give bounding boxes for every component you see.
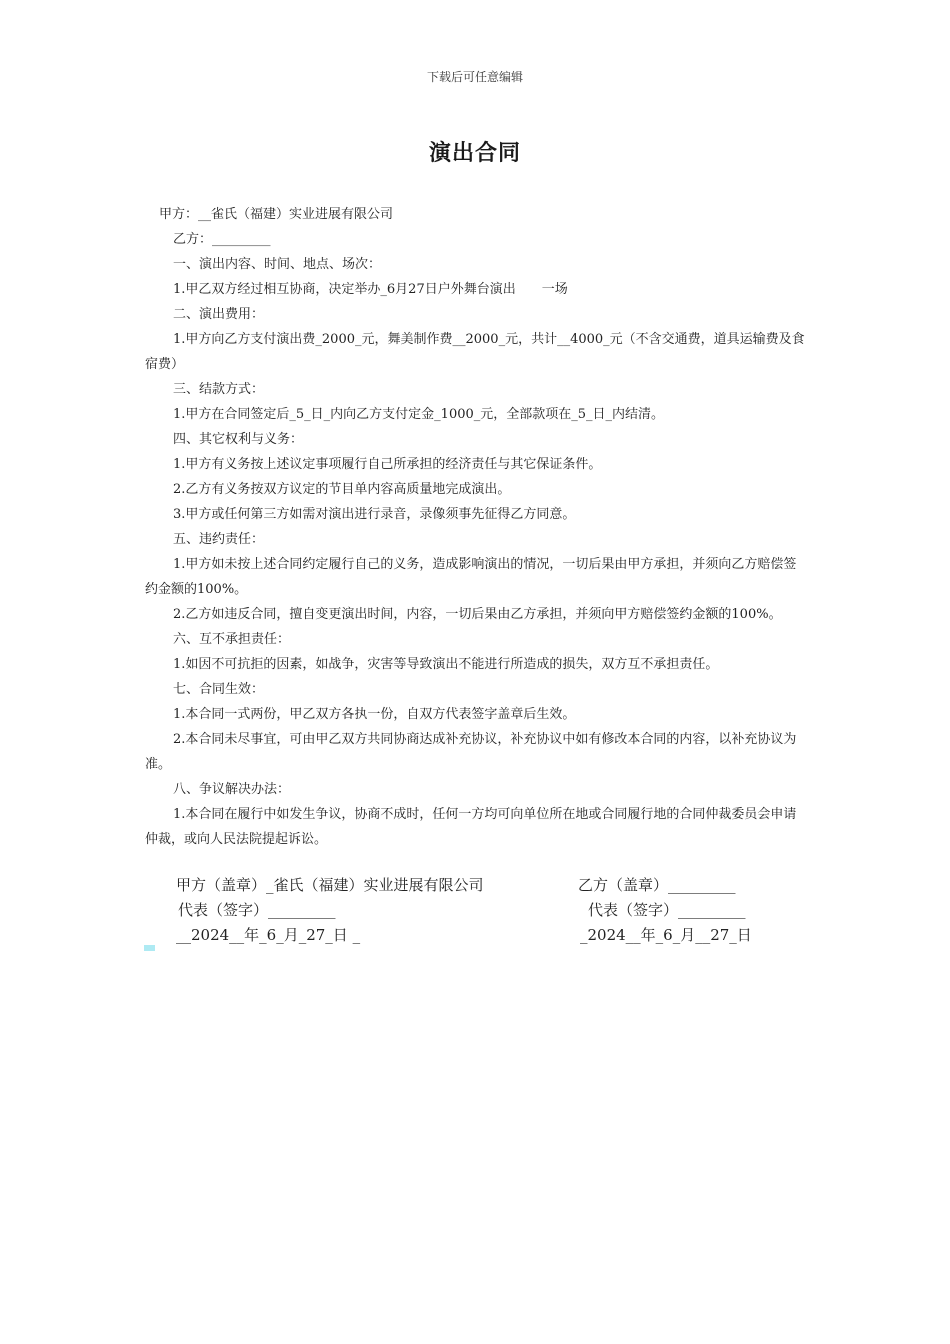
signature-date-row <box>0 924 950 949</box>
section-heading: 六、互不承担责任： <box>173 632 291 647</box>
signature-rep-row <box>0 899 950 924</box>
clause: 1.如因不可抗拒的因素，如战争，灾害等导致演出不能进行所造成的损失，双方互不承担责任。 <box>173 657 719 672</box>
contract-body <box>145 202 805 852</box>
section-heading: 三、结款方式： <box>173 382 265 397</box>
clause: 1.本合同一式两份，甲乙双方各执一份，自双方代表签字盖章后生效。 <box>173 707 576 722</box>
section-heading: 四、其它权利与义务： <box>173 432 304 447</box>
document-title: 演出合同 <box>428 140 521 166</box>
clause: 1.甲乙双方经过相互协商，决定举办_6月27日户外舞台演出 一场 <box>173 282 568 297</box>
section-heading: 七、合同生效： <box>173 682 265 697</box>
clause: 2.乙方如违反合同，擅自变更演出时间，内容，一切后果由乙方承担，并须向甲方赔偿签约金额的100%。 <box>173 607 782 622</box>
section-heading: 八、争议解决办法： <box>173 782 291 797</box>
section-heading: 一、演出内容、时间、地点、场次： <box>173 257 382 272</box>
clause: 1.甲方如未按上述合同约定履行自己的义务，造成影响演出的情况，一切后果由甲方承担，并须向乙方赔偿签约金额的100%。 <box>145 557 797 597</box>
clause: 3.甲方或任何第三方如需对演出进行录音，录像须事先征得乙方同意。 <box>173 507 576 522</box>
party-a-representative: 代表（签字）_________ <box>178 901 336 919</box>
party-b-seal: 乙方（盖章）_________ <box>578 876 736 894</box>
party-a-date: __2024__年_6_月_27_日 _ <box>176 926 361 944</box>
clause: 1.甲方有义务按上述议定事项履行自己所承担的经济责任与其它保证条件。 <box>173 457 602 472</box>
clause: 2.乙方有义务按双方议定的节目单内容高质量地完成演出。 <box>173 482 511 497</box>
signature-seal-row <box>0 874 950 899</box>
party-a-seal: 甲方（盖章）_雀氏（福建）实业进展有限公司 <box>176 876 484 894</box>
party-b-date: _2024__年_6_月__27_日 <box>580 926 752 944</box>
header-note: 下载后可任意编辑 <box>426 70 523 84</box>
party-a-line: 甲方：__雀氏（福建）实业进展有限公司 <box>159 207 394 222</box>
party-b-line: 乙方：_________ <box>173 232 271 247</box>
section-heading: 五、违约责任： <box>173 532 265 547</box>
clause: 1.甲方向乙方支付演出费_2000_元，舞美制作费__2000_元，共计__4000_元（不含交通费，道具运输费及食宿费） <box>145 332 805 372</box>
section-heading: 二、演出费用： <box>173 307 265 322</box>
clause: 1.本合同在履行中如发生争议，协商不成时，任何一方均可向单位所在地或合同履行地的合同仲裁委员会申请仲裁，或向人民法院提起诉讼。 <box>145 807 797 847</box>
highlight-marker <box>144 945 155 951</box>
clause: 1.甲方在合同签定后_5_日_内向乙方支付定金_1000_元，全部款项在_5_日_内结清。 <box>173 407 665 422</box>
party-b-representative: 代表（签字）_________ <box>588 901 746 919</box>
clause: 2.本合同未尽事宜，可由甲乙双方共同协商达成补充协议，补充协议中如有修改本合同的内容，以补充协议为准。 <box>145 732 797 772</box>
